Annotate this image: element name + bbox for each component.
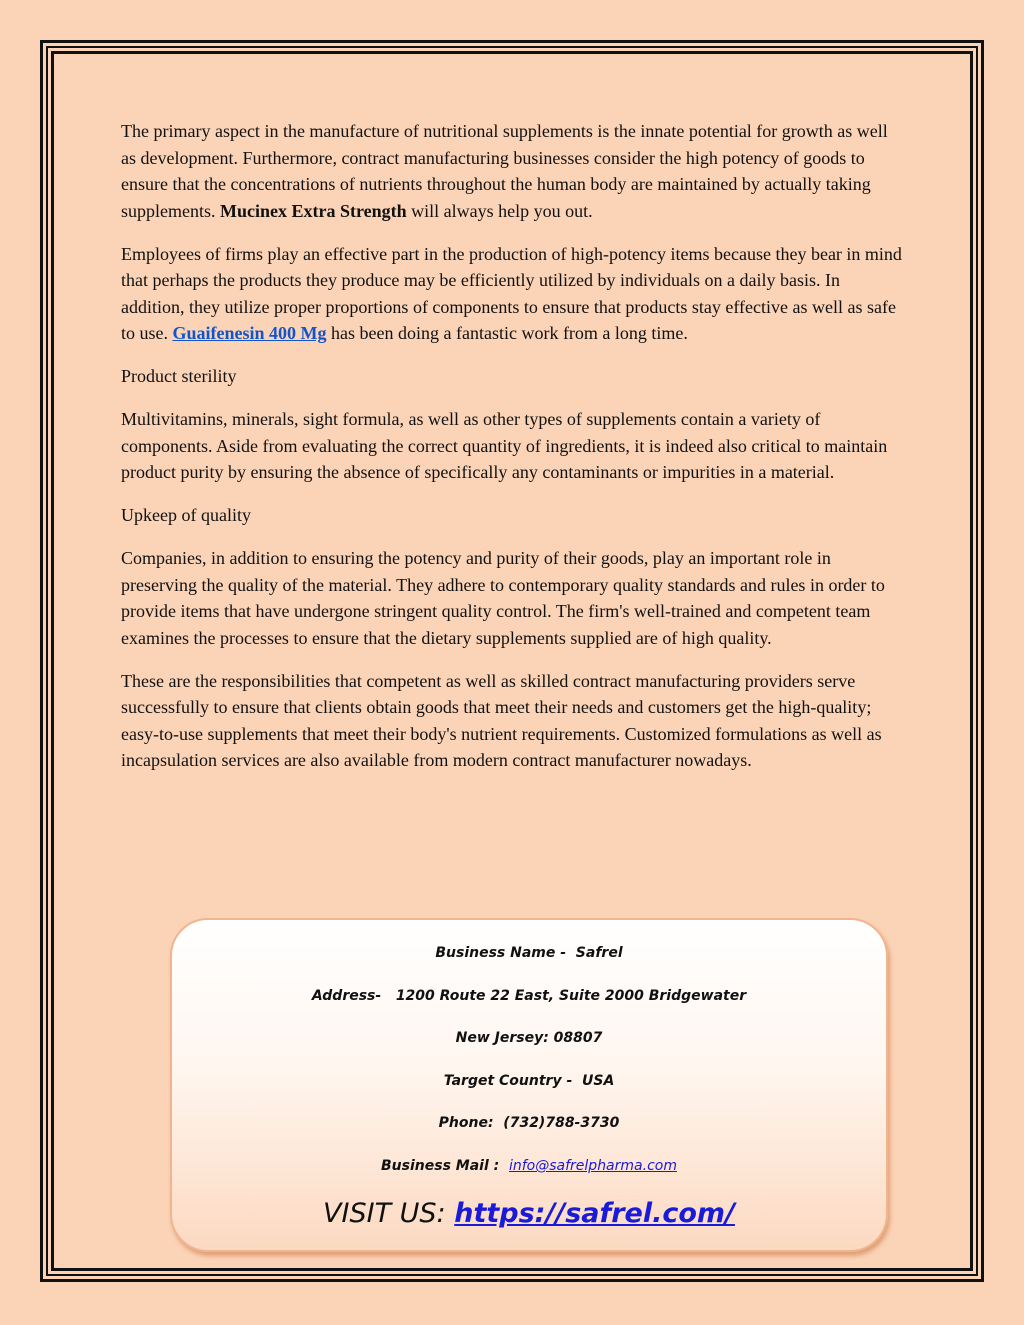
website-link[interactable]: https://safrel.com/ [454,1198,735,1229]
business-phone: Phone: (732)788-3730 [438,1115,620,1131]
paragraph-responsibilities: These are the responsibilities that competent as well as skilled contract manufacturing providers serve successfully to ensure that clients obtain goods that meet their needs and customers get the high-quality; easy-to-use supplements that meet their body's nutrient requirements. Customized formulations as well as incapsulation services are also available from modern contract manufacturer nowadays. [121,670,882,770]
heading-upkeep-quality: Upkeep of quality [121,505,251,525]
business-name: Business Name - Safrel [435,945,623,961]
visit-us-label: VISIT US: [323,1198,455,1229]
product-name-mucinex: Mucinex Extra Strength [220,200,407,221]
business-mail-link[interactable]: info@safrelpharma.com [508,1158,677,1174]
paragraph-quality: Companies, in addition to ensuring the potency and purity of their goods, play an important role in preserving the quality of the material. They adhere to contemporary quality standards and rules in order to provide items that have undergone stringent quality control. The firm's well-trained and competent team examines the processes to ensure that the dietary supplements supplied are of high quality. [121,548,885,648]
business-mail [172,1158,886,1174]
business-state-zip: New Jersey: 08807 [455,1030,603,1046]
guaifenesin-link[interactable]: Guaifenesin 400 Mg [172,323,327,343]
business-address: Address- 1200 Route 22 East, Suite 2000 Bridgewater [311,988,747,1004]
paragraph-intro-tail: will always help you out. [406,200,593,221]
target-country: Target Country - USA [443,1073,615,1089]
paragraph-employees [121,241,907,347]
heading-product-sterility: Product sterility [121,366,237,386]
paragraph-intro-text: The primary aspect in the manufacture of nutritional supplements is the innate potential for growth as well as development. Furthermore, contract manufacturing businesses consider the high potency of goods to ensure that the concentrations of nutrients throughout the human body are maintained by actually taking supplements. [121,121,888,221]
paragraph-employees-tail: has been doing a fantastic work from a long time. [326,323,688,343]
contact-card [170,918,888,1252]
paragraph-employees-text: Employees of firms play an effective part in the production of high-potency items because they bear in mind that perhaps the products they produce may be efficiently utilized by individuals on a daily basis. In addition, they utilize proper proportions of components to ensure that products stay effective as well as safe to use. [121,243,902,343]
visit-us [172,1198,886,1229]
paragraph-sterility: Multivitamins, minerals, sight formula, as well as other types of supplements contain a variety of components. Aside from evaluating the correct quantity of ingredients, it is indeed also critical to maintain product purity by ensuring the absence of specifically any contaminants or impurities in a material. [121,409,888,482]
business-mail-label: Business Mail : [381,1158,509,1174]
article-body [121,118,907,790]
paragraph-intro [121,118,907,224]
